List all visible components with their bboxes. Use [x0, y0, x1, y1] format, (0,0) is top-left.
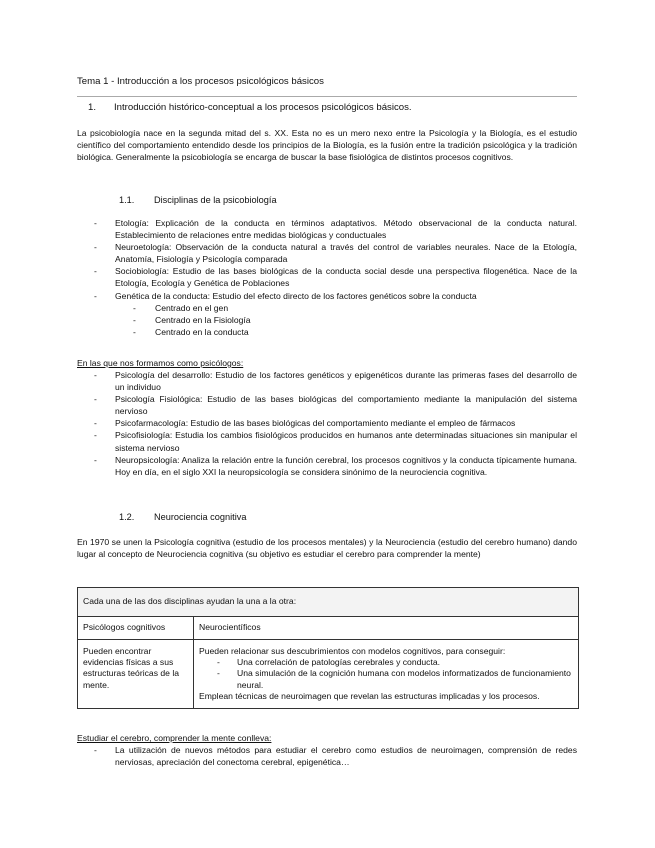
list-item [199, 657, 573, 668]
dash-bullet: - [94, 370, 97, 380]
dash-bullet: - [217, 657, 220, 668]
formation-heading: En las que nos formamos como psicólogos: [77, 358, 244, 368]
neuroscientists-list [199, 657, 573, 691]
list-item-text: Sociobiología: Estudio de las bases biológicas de la conducta social desde una perspectiva filogenética. Nace de la Etología, Ecología y Genética de Poblaciones [115, 266, 577, 289]
list-item [77, 744, 577, 768]
sublist-item-text: Centrado en el gen [155, 302, 229, 313]
column-header-psychologists: Psicólogos cognitivos [78, 617, 194, 640]
list-item-text: Neuropsicología: Analiza la relación entre la función cerebral, los procesos cognitivos y la conducta típicamente humana. Hoy en día, en el siglo XXI la neuropsicología se considera sinónimo de la neurociencia cognitiva. [115, 454, 577, 477]
comparison-table [77, 587, 579, 709]
list-item [77, 217, 577, 241]
list-item [199, 668, 573, 690]
list-item [77, 454, 577, 478]
neuroscientists-intro: Pueden relacionar sus descubrimientos con modelos cognitivos, para conseguir: [199, 646, 506, 656]
list-item [77, 429, 577, 453]
genetics-sublist [115, 302, 577, 338]
list-item-text: Etología: Explicación de la conducta en términos adaptativos. Método observacional de la conducta natural. Establecimiento de relaciones entre medidas biológicas y conductuales [115, 218, 577, 241]
document-title: Tema 1 - Introducción a los procesos psicológicos básicos [77, 76, 324, 87]
section-1-1-number: 1.1. [119, 195, 135, 205]
list-item-text: Psicofisiología: Estudia los cambios fisiológicos producidos en humanos ante determinadas situaciones sin manipular el sistema nervioso [115, 430, 577, 453]
neuroscientists-cell [194, 640, 579, 709]
list-item [77, 265, 577, 289]
section-1-2-title: Neurociencia cognitiva [154, 512, 247, 522]
list-item-text: Una correlación de patologías cerebrales y conducta. [237, 657, 441, 668]
dash-bullet: - [94, 430, 97, 441]
list-item-text: Psicología del desarrollo: Estudio de los factores genéticos y epigenéticos durante las primeras fases del desarrollo de un individuo [115, 370, 577, 393]
dash-bullet: - [94, 218, 97, 228]
section-1-2-number: 1.2. [119, 512, 135, 522]
list-item-text: Genética de la conducta: Estudio del efecto directo de los factores genéticos sobre la conducta [115, 290, 477, 301]
dash-bullet: - [94, 418, 97, 429]
intro-paragraph: La psicobiología nace en la segunda mitad del s. XX. Esta no es un mero nexo entre la Psicología y la Biología, es el estudio científico del comportamiento entendido desde los principios de la Biología, es la fusión entre la tradición psicológica y la tradición biológica. Generalmente la psicobiología se encarga de buscar la base fisiológica de distintos procesos cognitivos. [77, 128, 577, 163]
dash-bullet: - [133, 326, 136, 337]
dash-bullet: - [133, 314, 136, 325]
closing-list [77, 744, 577, 768]
disciplines-list [77, 217, 577, 338]
list-item [77, 393, 577, 417]
dash-bullet: - [94, 266, 97, 277]
dash-bullet: - [133, 302, 136, 313]
list-item-text: Una simulación de la cognición humana con modelos informatizados de funcionamiento neural. [237, 668, 571, 690]
section-1-2-heading [119, 511, 246, 523]
dash-bullet: - [94, 242, 97, 253]
column-header-neuroscientists: Neurocientíficos [194, 617, 579, 640]
list-item [77, 417, 577, 429]
section-1-title: Introducción histórico-conceptual a los procesos psicológicos básicos. [114, 102, 412, 113]
list-item [77, 290, 577, 338]
title-divider [77, 96, 577, 97]
psychologists-cell: Pueden encontrar evidencias físicas a sus estructuras teóricas de la mente. [78, 640, 194, 709]
dash-bullet: - [94, 454, 97, 465]
neuro-paragraph: En 1970 se unen la Psicología cognitiva (estudio de los procesos mentales) y la Neurociencia (estudio del cerebro humano) dando lugar al concepto de Neurociencia cognitiva (su objetivo es estudiar el cerebro para comprender la mente) [77, 537, 577, 560]
neuroscientists-outro: Emplean técnicas de neuroimagen que revelan las estructuras implicadas y los procesos. [199, 690, 540, 701]
dash-bullet: - [217, 668, 220, 679]
list-item [77, 241, 577, 265]
dash-bullet: - [94, 290, 97, 301]
dash-bullet: - [94, 745, 97, 755]
list-item-text: Psicología Fisiológica: Estudio de las bases biológicas del comportamiento mediante la manipulación del sistema nervioso [115, 394, 577, 417]
section-1-number: 1. [88, 102, 97, 113]
list-item-text: Neuroetología: Observación de la conducta natural a través del control de variables neurales. Nace de la Etología, Anatomía, Fisiología y Psicología comparada [115, 242, 577, 265]
sublist-item [115, 302, 577, 314]
list-item [77, 369, 577, 393]
closing-heading: Estudiar el cerebro, comprender la mente conlleva: [77, 733, 272, 743]
section-1-1-heading [119, 194, 277, 206]
table-header: Cada una de las dos disciplinas ayudan la una a la otra: [78, 588, 579, 617]
sublist-item [115, 326, 577, 338]
sublist-item-text: Centrado en la Fisiología [155, 314, 251, 325]
formation-list [77, 369, 577, 478]
dash-bullet: - [94, 394, 97, 405]
section-1-1-title: Disciplinas de la psicobiología [154, 195, 277, 205]
section-1-heading [88, 102, 412, 114]
sublist-item-text: Centrado en la conducta [155, 326, 249, 337]
list-item-text: Psicofarmacología: Estudio de las bases biológicas del comportamiento mediante el empleo de fármacos [115, 418, 516, 429]
list-item-text: La utilización de nuevos métodos para estudiar el cerebro como estudios de neuroimagen, comprensión de redes nerviosas, apreciación del conectoma cerebral, epigenética… [115, 745, 577, 768]
sublist-item [115, 314, 577, 326]
